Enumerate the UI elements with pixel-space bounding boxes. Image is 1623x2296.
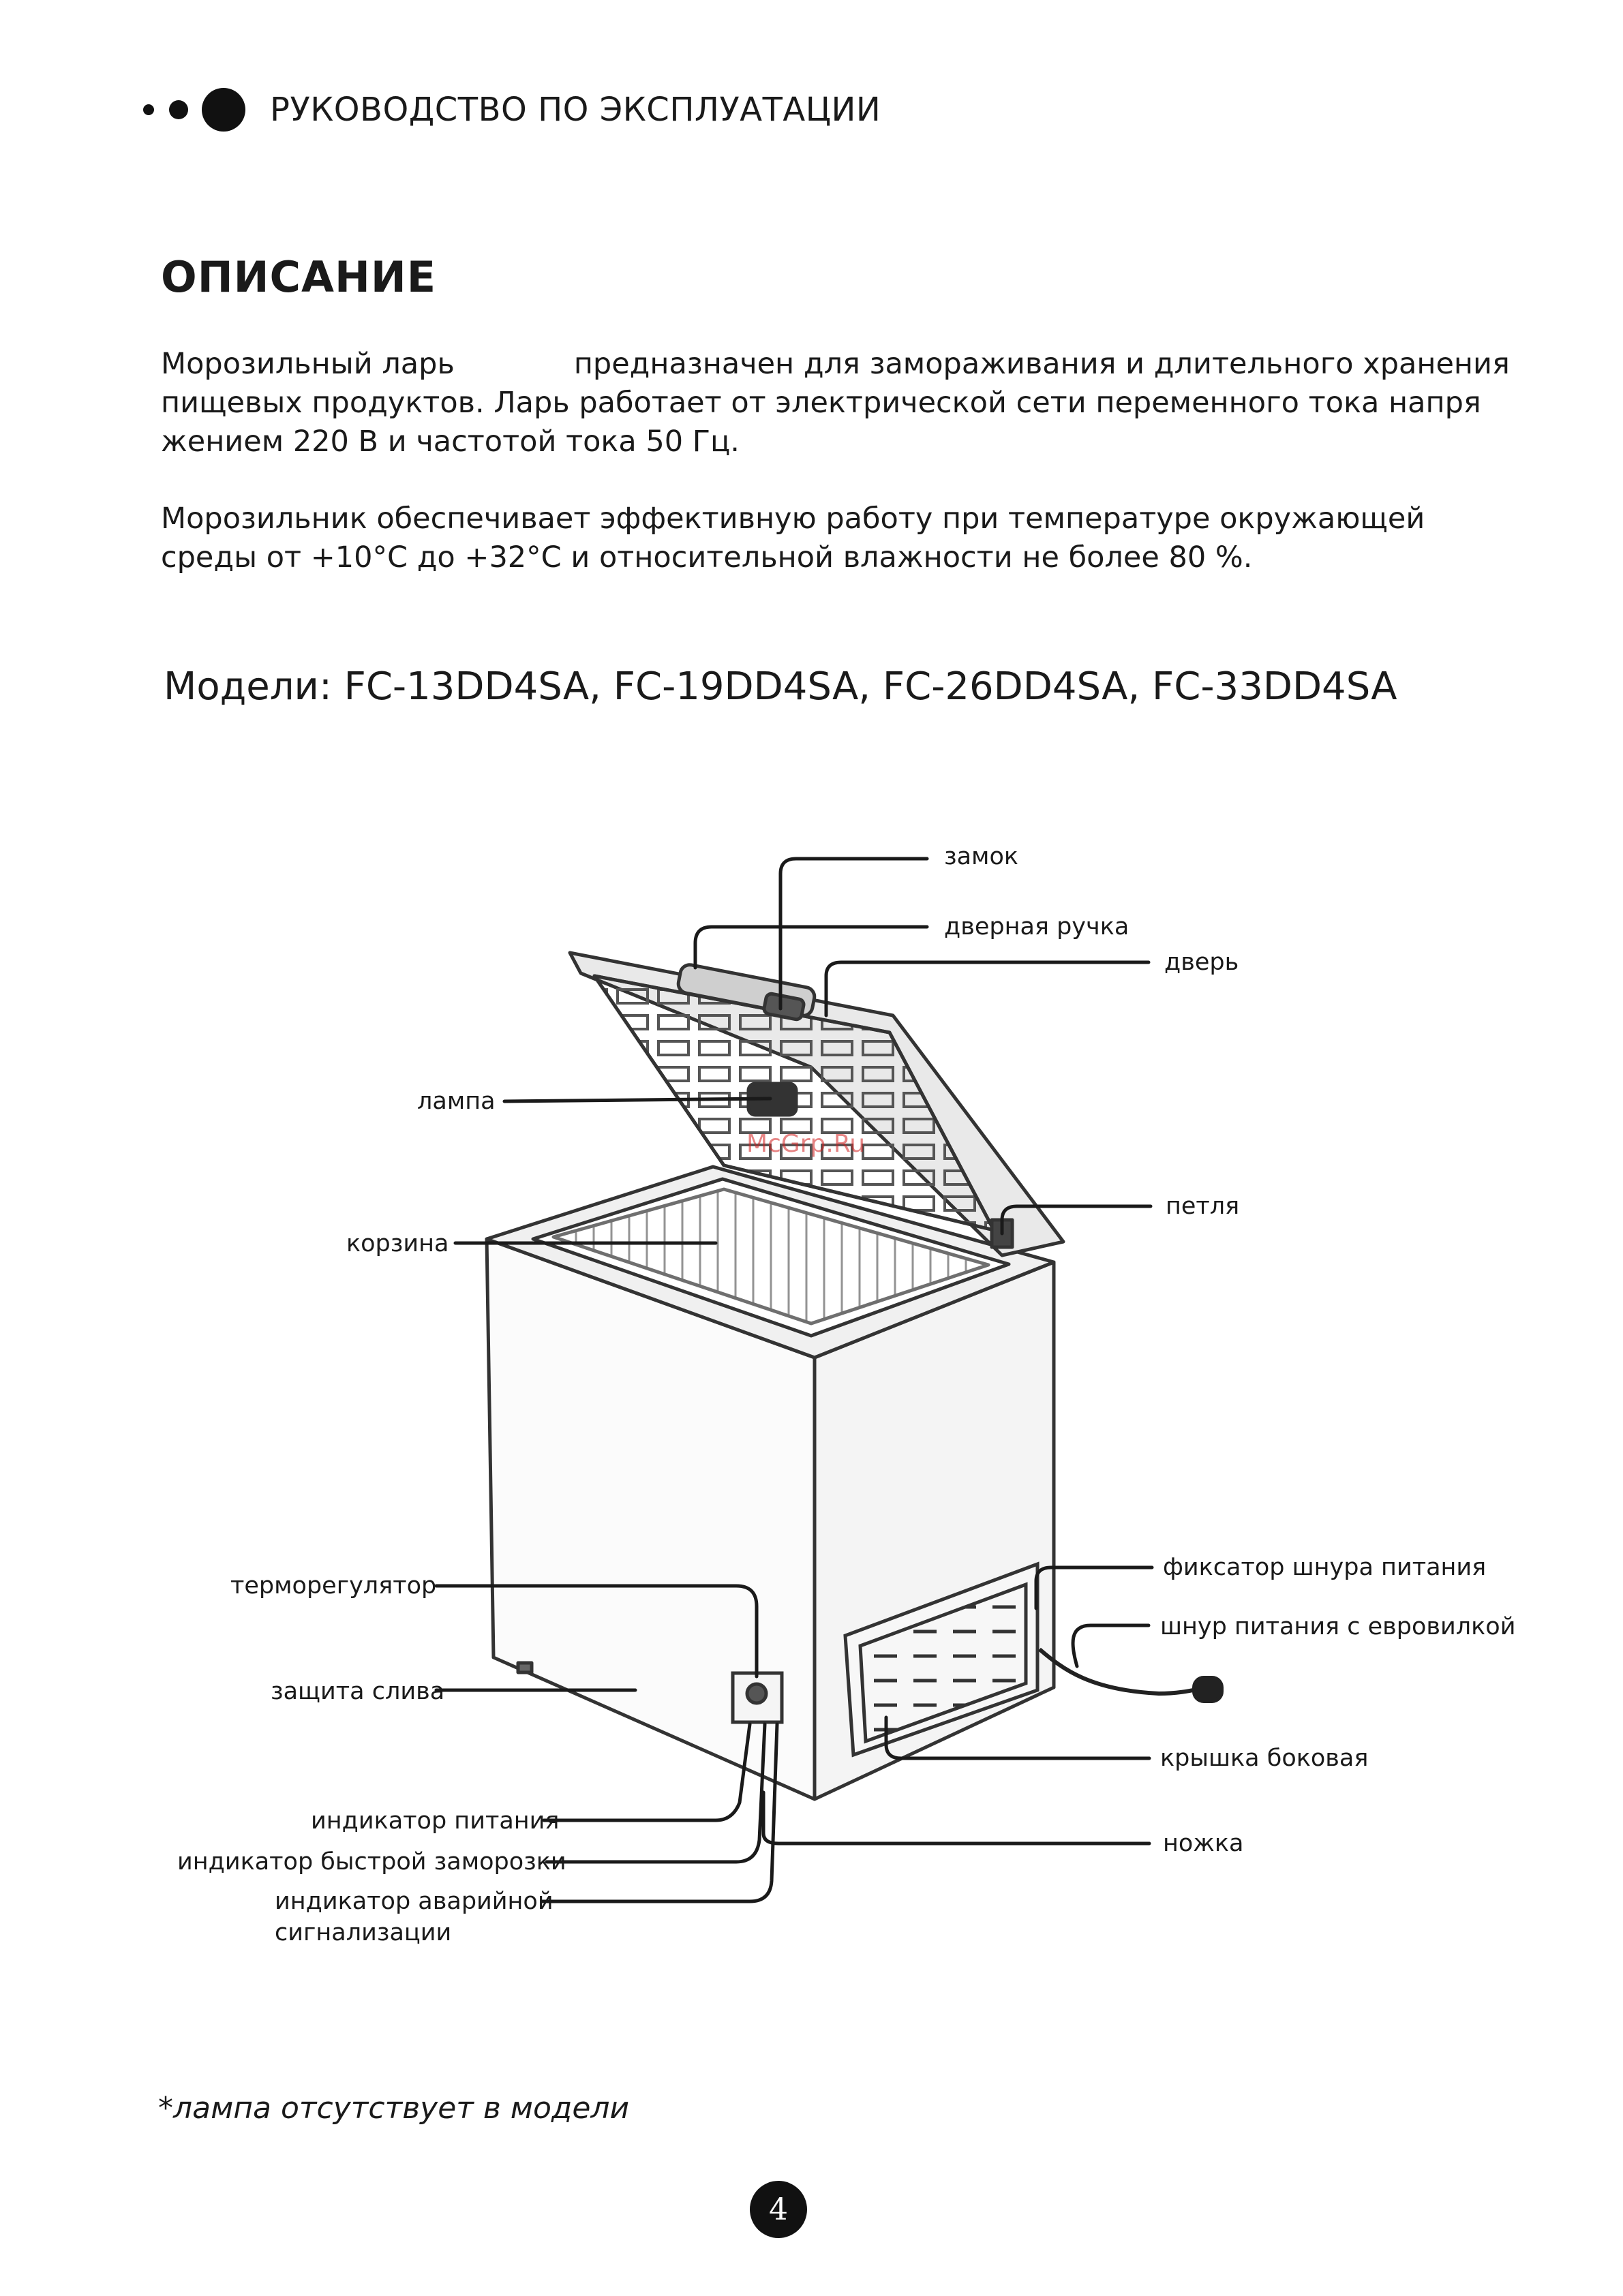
header-title: РУКОВОДСТВО ПО ЭКСПЛУАТАЦИИ	[270, 91, 881, 129]
footnote: *лампа отсутствует в модели	[158, 2091, 630, 2126]
label-cord-holder: фиксатор шнура питания	[1163, 1554, 1487, 1581]
label-leg: ножка	[1163, 1830, 1244, 1857]
paragraph-2-line-2: среды от +10°С до +32°С и относительной влажности не более 80 %.	[161, 540, 1253, 575]
label-alarm-indicator-line2: сигнализации	[275, 1919, 452, 1946]
control-panel	[733, 1673, 782, 1722]
label-lamp: лампа	[417, 1088, 496, 1115]
leader-door	[826, 962, 1149, 1015]
label-lock: замок	[944, 843, 1019, 870]
label-door-handle: дверная ручка	[944, 913, 1129, 940]
models-line: Модели: FC-13DD4SA, FC-19DD4SA, FC-26DD4SA, FC-33DD4SA	[164, 664, 1397, 709]
label-fast-freeze-indicator: индикатор быстрой заморозки	[177, 1848, 566, 1876]
label-thermostat: терморегулятор	[230, 1572, 437, 1599]
page-number: 4	[750, 2181, 807, 2238]
label-hinge: петля	[1166, 1193, 1240, 1220]
section-title: ОПИСАНИЕ	[161, 252, 437, 302]
power-cord	[1040, 1649, 1222, 1701]
paragraph-2-line-1: Морозильник обеспечивает эффективную работу при температуре окружающей	[161, 502, 1425, 536]
paragraph-1-line-2: пищевых продуктов. Ларь работает от электрической сети переменного тока напря	[161, 386, 1481, 420]
paragraph-1-text-a: Морозильный ларь	[161, 347, 455, 381]
paragraph-1-line-3: жением 220 В и частотой тока 50 Гц.	[161, 425, 740, 459]
label-door: дверь	[1164, 949, 1239, 976]
label-basket: корзина	[346, 1230, 449, 1257]
label-power-cord: шнур питания с евровилкой	[1160, 1613, 1516, 1640]
label-power-indicator: индикатор питания	[311, 1807, 560, 1835]
watermark-text: McGrp.Ru	[746, 1130, 866, 1158]
leader-leg	[763, 1792, 1149, 1843]
label-alarm-indicator-line1: индикатор аварийной	[275, 1888, 553, 1915]
label-side-cover: крышка боковая	[1160, 1745, 1369, 1772]
leader-cord	[1073, 1625, 1149, 1666]
paragraph-1-text-b: предназначен для замораживания и длительного хранения	[573, 347, 1510, 381]
label-drain-protection: защита слива	[271, 1678, 445, 1705]
